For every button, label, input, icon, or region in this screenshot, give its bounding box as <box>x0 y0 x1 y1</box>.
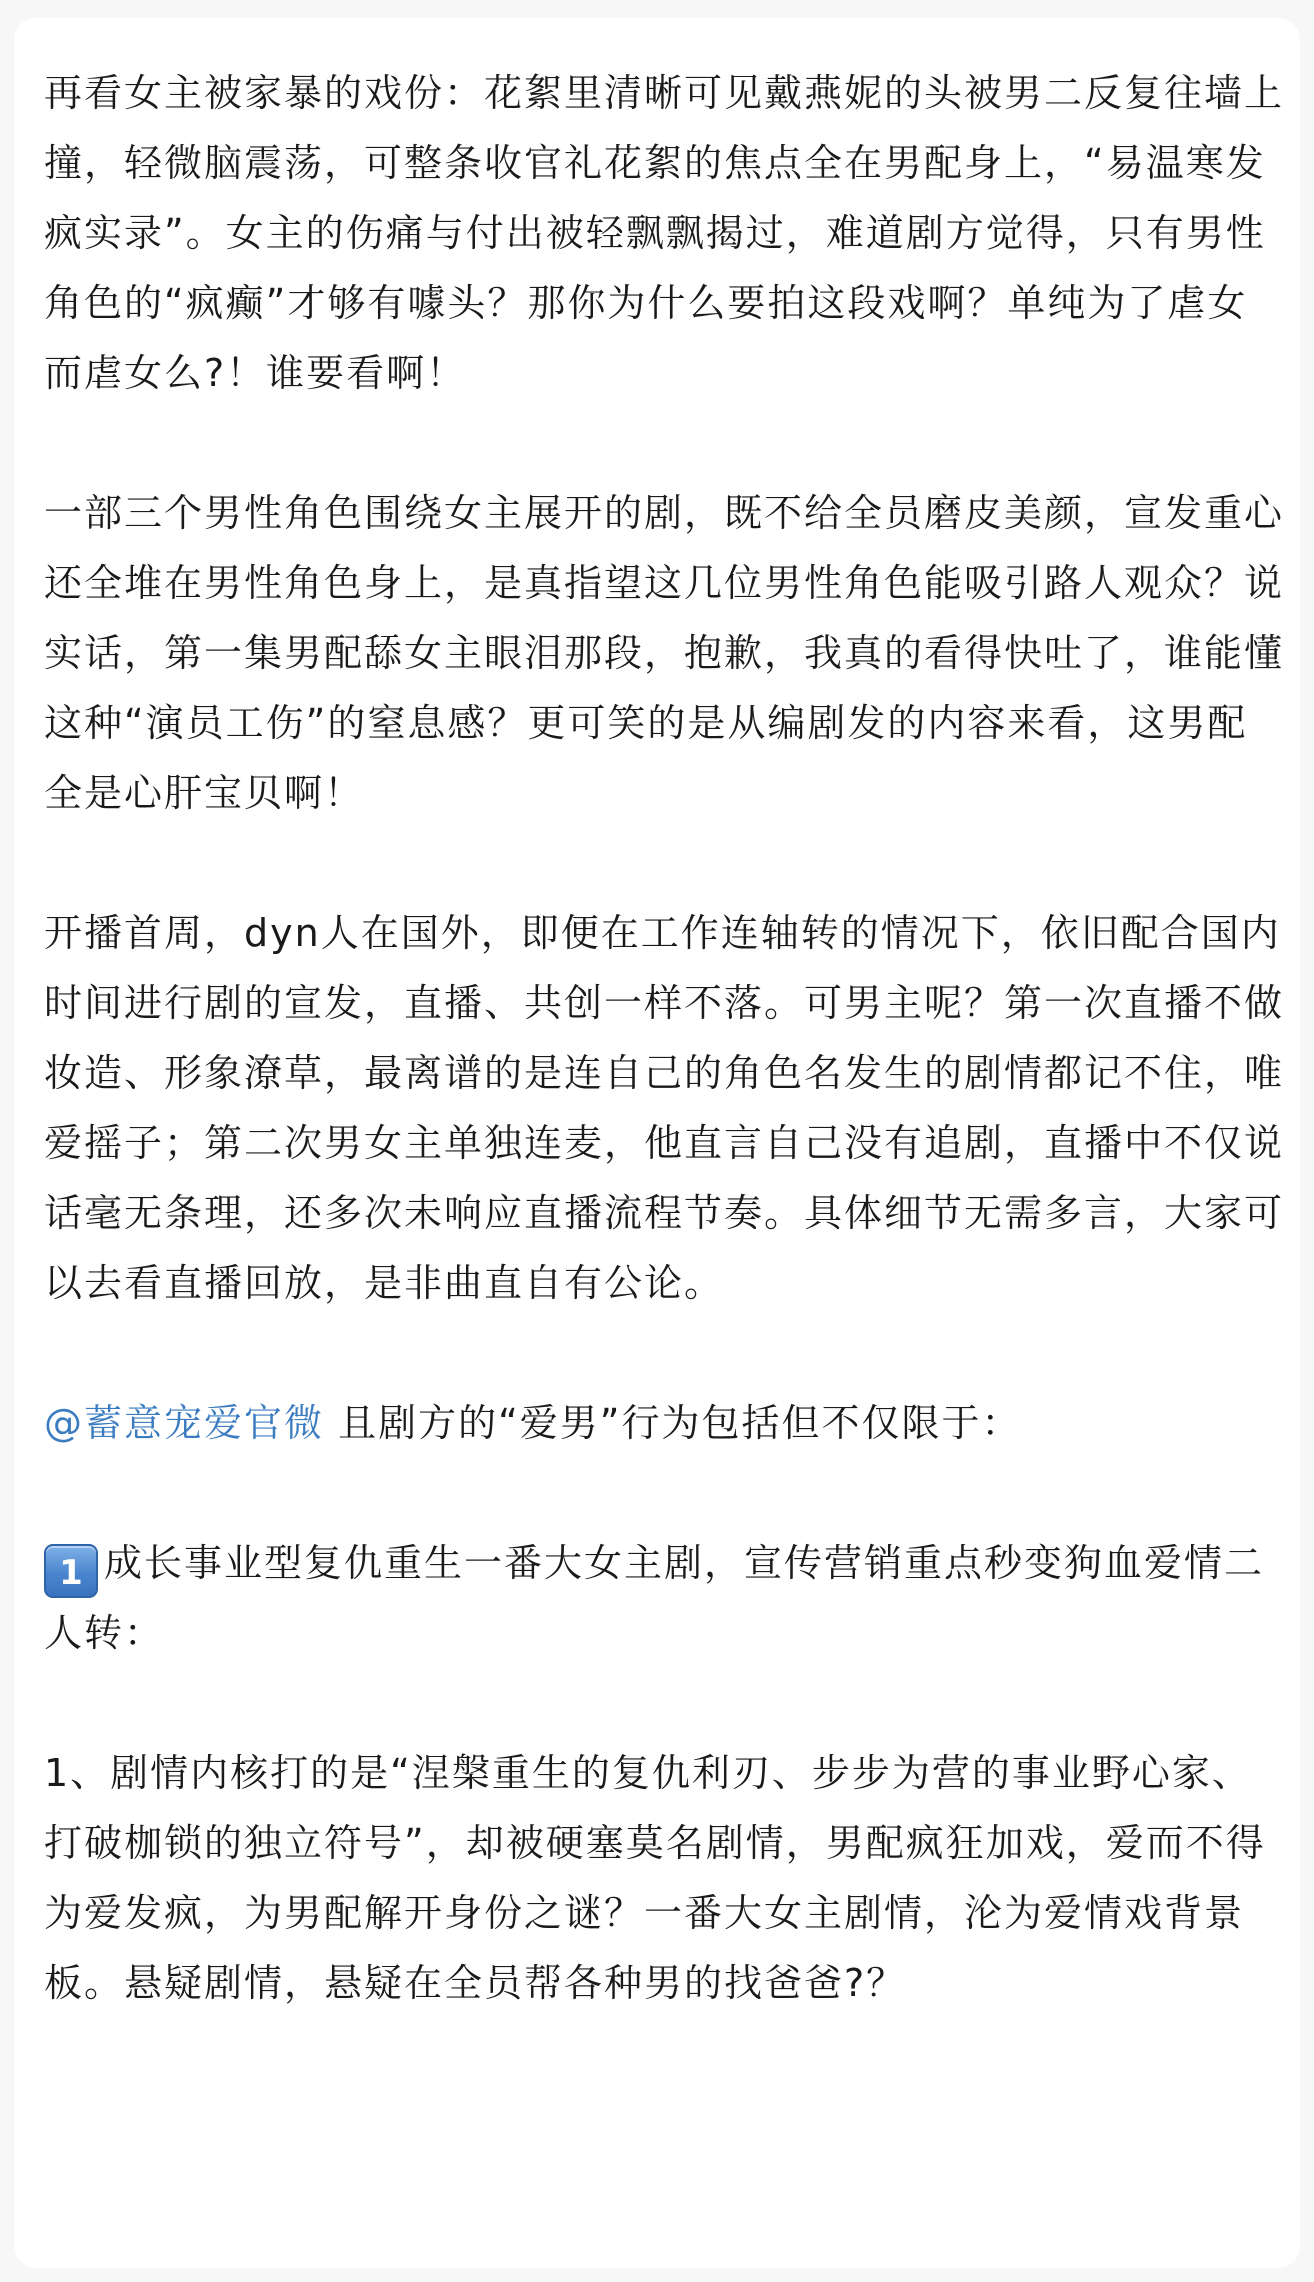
paragraph-premiere-week: 开播首周，dyn人在国外，即便在工作连轴转的情况下，依旧配合国内时间进行剧的宣发，直播、共创一样不落。可男主呢？第一次直播不做妆造、形象潦草，最离谱的是连自己的角色名发生的剧情都记不住，唯爱摇子；第二次男女主单独连麦，他直言自己没有追剧，直播中不仅说话毫无条理，还多次未响应直播流程节奏。具体细节无需多言，大家可以去看直播回放，是非曲直自有公论。 <box>44 911 1285 1305</box>
paragraph-plot-core: 1、剧情内核打的是“涅槃重生的复仇利刃、步步为营的事业野心家、打破枷锁的独立符号”，却被硬塞莫名剧情，男配疯狂加戏，爱而不得为爱发疯，为男配解开身份之谜？一番大女主剧情，沦为爱情戏背景板。悬疑剧情，悬疑在全员帮各种男的找爸爸?？ <box>44 1751 1266 2005</box>
post-card <box>14 18 1300 2268</box>
paragraph-gap <box>44 1318 1284 1388</box>
paragraph-male-characters: 一部三个男性角色围绕女主展开的剧，既不给全员磨皮美颜，宣发重心还全堆在男性角色身上，是真指望这几位男性角色能吸引路人观众？说实话，第一集男配舔女主眼泪那段，抱歉，我真的看得快吐了，谁能懂这种“演员工伤”的窒息感？更可笑的是从编剧发的内容来看，这男配全是心肝宝贝啊！ <box>44 491 1285 815</box>
mention-link[interactable]: @蓄意宠爱官微 <box>44 1401 325 1445</box>
paragraph-gap <box>44 1668 1284 1738</box>
mention-followup-text: 且剧方的“爱男”行为包括但不仅限于： <box>324 1401 1022 1445</box>
paragraph-gap <box>44 1458 1284 1528</box>
point-one-text: 成长事业型复仇重生一番大女主剧，宣传营销重点秒变狗血爱情二人转： <box>44 1541 1265 1655</box>
paragraph-point-one <box>44 1528 1284 1668</box>
post-body <box>44 58 1284 2018</box>
paragraph-gap <box>44 408 1284 478</box>
paragraph-gap <box>44 828 1284 898</box>
keycap-one-icon: 1 <box>44 1544 98 1598</box>
paragraph-domestic-violence-scene: 再看女主被家暴的戏份：花絮里清晰可见戴燕妮的头被男二反复往墙上撞，轻微脑震荡，可整条收官礼花絮的焦点全在男配身上，“易温寒发疯实录”。女主的伤痛与付出被轻飘飘揭过，难道剧方觉得，只有男性角色的“疯癫”才够有噱头？那你为什么要拍这段戏啊？单纯为了虐女而虐女么?！谁要看啊！ <box>44 71 1285 395</box>
paragraph-mention <box>44 1388 1284 1458</box>
